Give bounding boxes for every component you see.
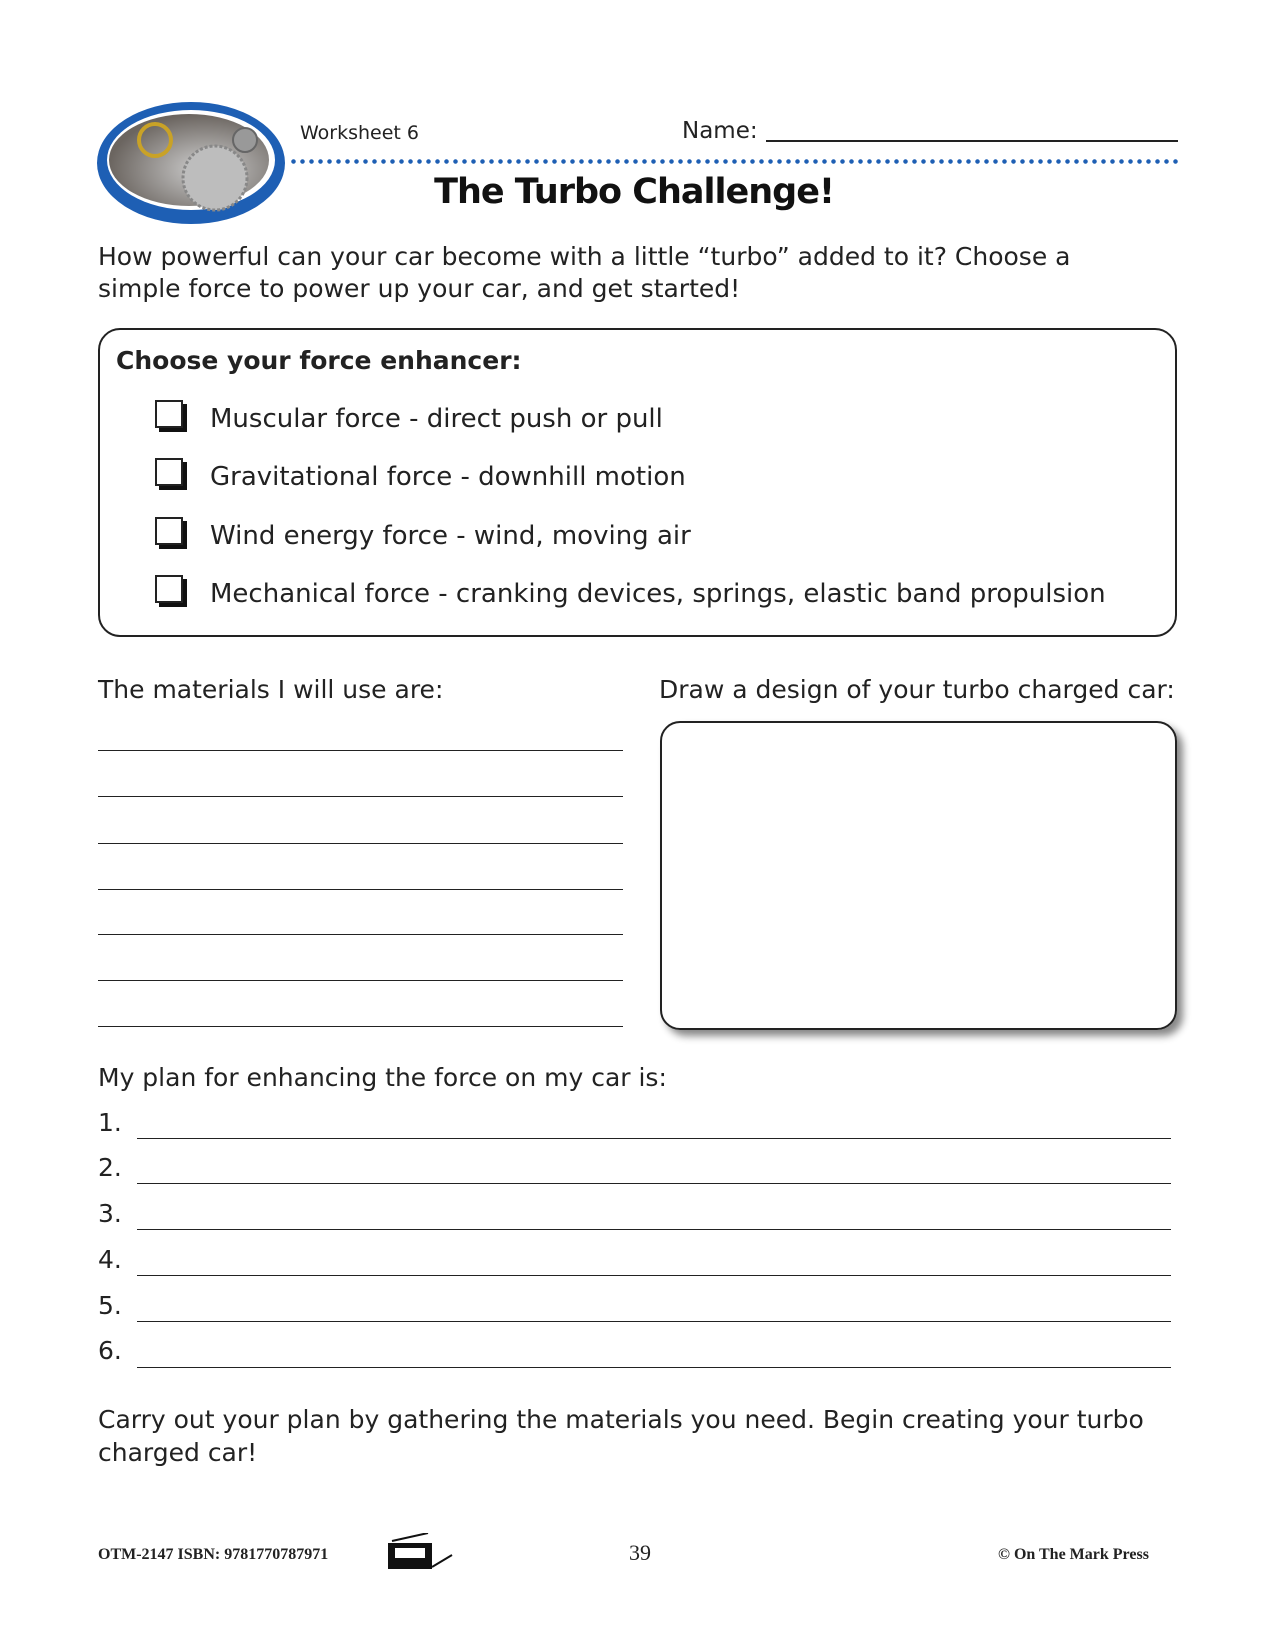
closing-line-2: charged car! xyxy=(98,1438,258,1467)
plan-line[interactable] xyxy=(137,1138,1171,1139)
materials-line[interactable] xyxy=(98,843,623,844)
option-mechanical: Mechanical force - cranking devices, springs, elastic band propulsion xyxy=(210,579,1106,609)
plan-line[interactable] xyxy=(137,1367,1171,1368)
draw-label: Draw a design of your turbo charged car: xyxy=(659,675,1175,704)
plan-line[interactable] xyxy=(137,1229,1171,1230)
materials-line[interactable] xyxy=(98,934,623,935)
intro-line-2: simple force to power up your car, and get started! xyxy=(98,274,741,303)
dotted-divider xyxy=(289,159,1179,164)
plan-label: My plan for enhancing the force on my car is: xyxy=(98,1063,667,1092)
option-gravitational: Gravitational force - downhill motion xyxy=(210,462,686,492)
page-number: 39 xyxy=(629,1540,651,1565)
checkbox-mechanical[interactable] xyxy=(155,575,183,603)
footer-code: OTM-2147 ISBN: 9781770787971 xyxy=(98,1546,329,1563)
materials-line[interactable] xyxy=(98,750,623,751)
materials-label: The materials I will use are: xyxy=(98,675,444,704)
option-wind: Wind energy force - wind, moving air xyxy=(210,521,691,551)
materials-line[interactable] xyxy=(98,980,623,981)
closing-line-1: Carry out your plan by gathering the materials you need. Begin creating your turbo xyxy=(98,1405,1144,1434)
materials-line[interactable] xyxy=(98,889,623,890)
gears-logo xyxy=(95,100,287,227)
plan-line[interactable] xyxy=(137,1275,1171,1276)
materials-line[interactable] xyxy=(98,1026,623,1027)
plan-number: 5. xyxy=(98,1291,122,1320)
plan-number: 6. xyxy=(98,1336,122,1365)
option-muscular: Muscular force - direct push or pull xyxy=(210,404,663,434)
page-title: The Turbo Challenge! xyxy=(434,172,834,212)
materials-line[interactable] xyxy=(98,796,623,797)
intro-line-1: How powerful can your car become with a little “turbo” added to it? Choose a xyxy=(98,242,1071,271)
drawing-area[interactable] xyxy=(660,721,1177,1030)
plan-number: 3. xyxy=(98,1199,122,1228)
copyright: © On The Mark Press xyxy=(998,1546,1149,1563)
force-box-heading: Choose your force enhancer: xyxy=(116,346,522,375)
plan-line[interactable] xyxy=(137,1183,1171,1184)
checkbox-muscular[interactable] xyxy=(155,400,183,428)
plan-number: 2. xyxy=(98,1153,122,1182)
copier-icon xyxy=(388,1533,460,1569)
plan-number: 1. xyxy=(98,1108,122,1137)
name-label: Name: xyxy=(682,118,758,144)
checkbox-wind[interactable] xyxy=(155,517,183,545)
name-field[interactable] xyxy=(766,140,1178,142)
worksheet-number: Worksheet 6 xyxy=(300,122,420,144)
checkbox-gravitational[interactable] xyxy=(155,458,183,486)
plan-line[interactable] xyxy=(137,1321,1171,1322)
plan-number: 4. xyxy=(98,1245,122,1274)
